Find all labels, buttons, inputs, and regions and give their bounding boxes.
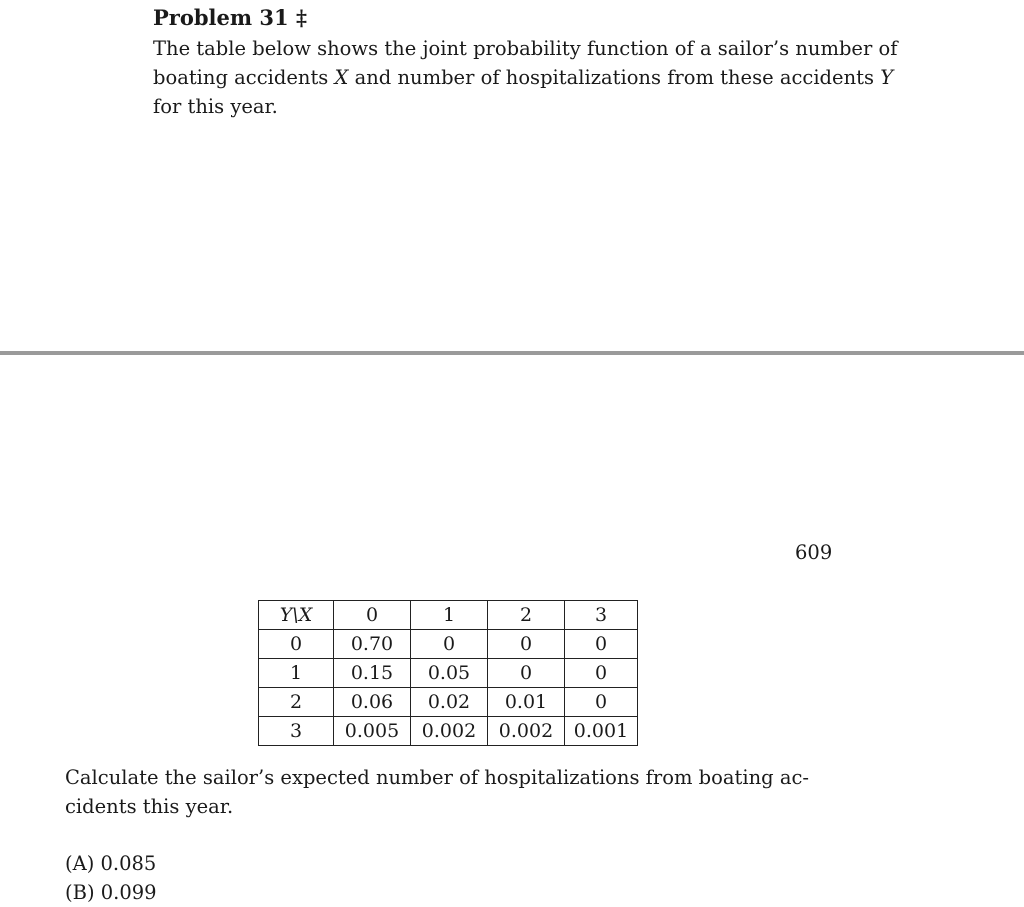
table-cell: 0: [488, 630, 565, 659]
table-cell: 0: [411, 630, 488, 659]
table-cell: 0: [565, 630, 638, 659]
joint-probability-table: [258, 600, 638, 746]
page-divider: [0, 351, 1024, 355]
table-cell: 0.01: [488, 688, 565, 717]
table-corner-cell: Y\X: [259, 601, 334, 630]
table-cell: 0.002: [411, 717, 488, 746]
question-line-1: Calculate the sailor’s expected number of hospitalizations from boating ac-: [65, 766, 809, 789]
table-header-cell: 0: [334, 601, 411, 630]
table-cell: 0.001: [565, 717, 638, 746]
choice-b[interactable]: (B) 0.099: [65, 881, 157, 904]
table-cell: 0.005: [334, 717, 411, 746]
variable-y: Y: [880, 66, 894, 89]
table-row: [259, 688, 638, 717]
statement-line-1: The table below shows the joint probability function of a sailor’s number of: [153, 37, 898, 60]
table-header-cell: 3: [565, 601, 638, 630]
table-row: [259, 717, 638, 746]
variable-x: X: [334, 66, 349, 89]
answer-choices: [65, 849, 157, 907]
table-cell: 0.06: [334, 688, 411, 717]
table-cell: 0: [565, 688, 638, 717]
table-header-row: [259, 601, 638, 630]
page-number: 609: [795, 541, 833, 564]
table-cell: 0: [488, 659, 565, 688]
table-cell: 0.002: [488, 717, 565, 746]
table-header-cell: 1: [411, 601, 488, 630]
table-row: [259, 630, 638, 659]
row-label-cell: 1: [259, 659, 334, 688]
table-cell: 0.70: [334, 630, 411, 659]
table-cell: 0.05: [411, 659, 488, 688]
table-row: [259, 659, 638, 688]
choice-a[interactable]: (A) 0.085: [65, 852, 157, 875]
problem-title: Problem 31 ‡: [153, 5, 307, 30]
statement-text: and number of hospitalizations from these accidents: [348, 66, 881, 89]
table-cell: 0: [565, 659, 638, 688]
statement-text: boating accidents: [153, 66, 335, 89]
question-text: [65, 763, 865, 821]
table-header-cell: 2: [488, 601, 565, 630]
question-line-2: cidents this year.: [65, 795, 234, 818]
row-label-cell: 0: [259, 630, 334, 659]
table-cell: 0.02: [411, 688, 488, 717]
row-label-cell: 3: [259, 717, 334, 746]
statement-line-3: for this year.: [153, 95, 278, 118]
problem-statement: [153, 34, 933, 121]
row-label-cell: 2: [259, 688, 334, 717]
table-cell: 0.15: [334, 659, 411, 688]
statement-line-2: [153, 63, 933, 92]
